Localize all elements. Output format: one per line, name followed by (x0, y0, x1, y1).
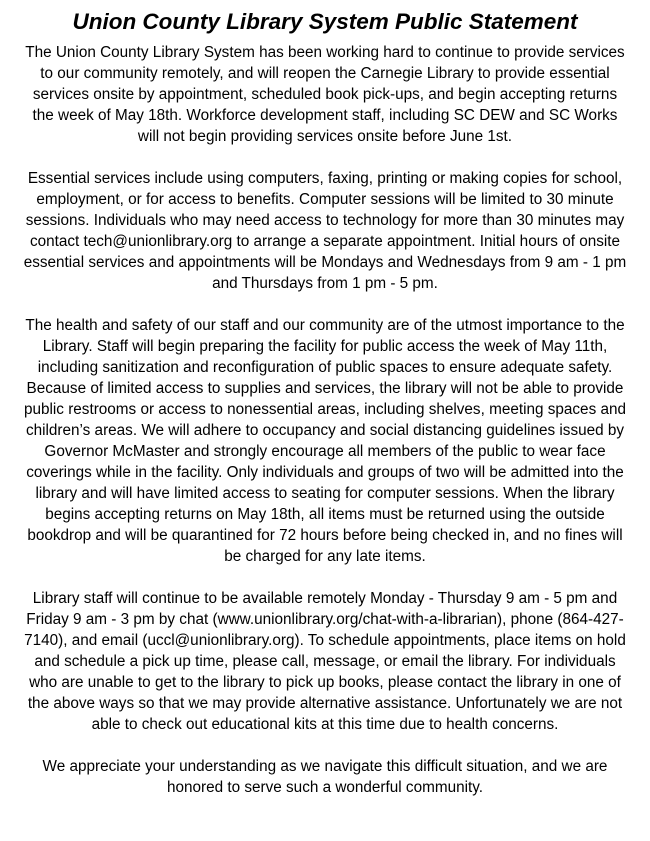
paragraph-essential-services: Essential services include using computers, faxing, printing or making copies for school, employment, or for access to benefits. Computer sessions will be limited to 30 minute sessions. Individuals who may need access to technology for more than 30 minutes may contact tech@unionlibrary.org to arrange a separate appointment. Initial hours of onsite essential services and appointments will be Mondays and Wednesdays from 9 am - 1 pm and Thursdays from 1 pm - 5 pm. (23, 170, 627, 292)
paragraph-health-safety: The health and safety of our staff and our community are of the utmost importance to the Library. Staff will begin preparing the facility for public access the week of May 11th, including sanitization and reconfiguration of public spaces to ensure adequate safety. Because of limited access to supplies and services, the library will not be able to provide public restrooms or access to nonessential areas, including shelves, meeting spaces and children’s areas. We will adhere to occupancy and social distancing guidelines issued by Governor McMaster and strongly encourage all members of the public to wear face coverings while in the facility. Only individuals and groups of two will be admitted into the library and will have limited access to seating for computer sessions. When the library begins accepting returns on May 18th, all items must be returned using the outside bookdrop and will be quarantined for 72 hours before being checked in, and no fines will be charged for any late items. (23, 317, 626, 565)
paragraph-closing: We appreciate your understanding as we navigate this difficult situation, and we are honored to serve such a wonderful community. (42, 758, 608, 796)
paragraph-reopening: The Union County Library System has been working hard to continue to provide services to our community remotely, and will reopen the Carnegie Library to provide essential services onsite by appointment, scheduled book pick-ups, and begin accepting returns the week of May 18th. Workforce development staff, including SC DEW and SC Works will not begin providing services onsite before June 1st. (25, 44, 625, 145)
statement-title: Union County Library System Public Statement (72, 9, 578, 34)
paragraph-remote-contact: Library staff will continue to be available remotely Monday - Thursday 9 am - 5 pm and Friday 9 am - 3 pm by chat (www.unionlibrary.org/chat-with-a-librarian), phone (864-427-7140), and email (uccl@unionlibrary.org). To schedule appointments, place items on hold and schedule a pick up time, please call, message, or email the library. For individuals who are unable to get to the library to pick up books, please contact the library in one of the above ways so that we may provide alternative assistance. Unfortunately we are not able to check out educational kits at this time due to health concerns. (24, 590, 626, 733)
